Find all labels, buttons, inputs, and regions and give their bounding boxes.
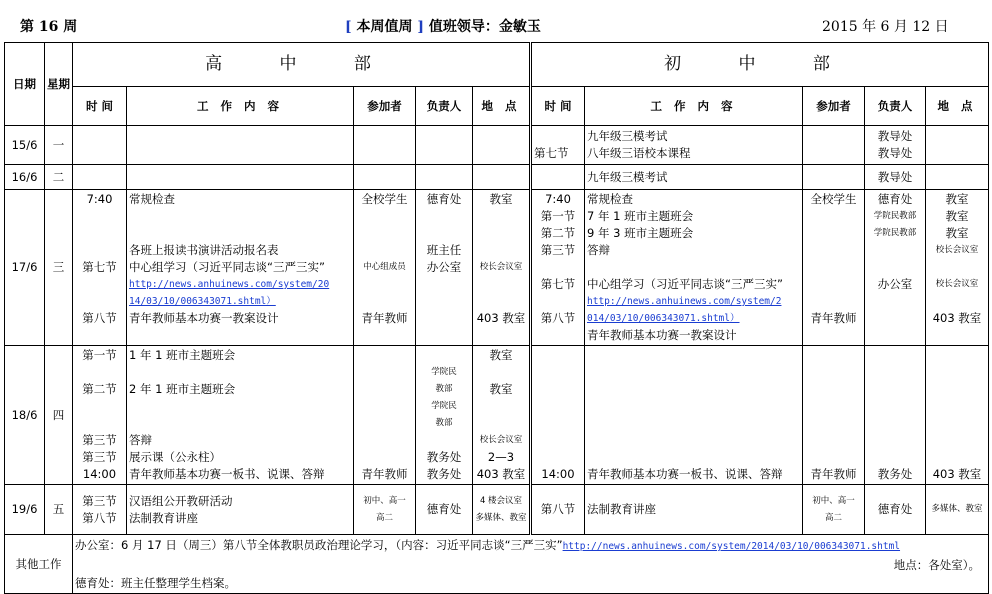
time-entry: 第三节 xyxy=(82,450,117,464)
time-entry: 第八节 xyxy=(82,311,117,325)
time-entry: 第一节 xyxy=(82,348,117,362)
js-participants-cell xyxy=(803,346,865,485)
js-content-cell xyxy=(585,485,803,535)
owner-entry: 德育处 xyxy=(426,192,462,206)
place-entry: 多媒体、教室 xyxy=(931,504,983,514)
col-date: 日期 xyxy=(5,43,45,126)
participant-entry: 青年教师 xyxy=(810,311,857,325)
place-entry: 多媒体、教室 xyxy=(475,512,527,523)
owner-entry: 教导处 xyxy=(877,129,913,143)
hs-place-cell xyxy=(473,485,531,535)
owner-entry: 教部 xyxy=(435,418,453,428)
content-entry: 1 年 1 班市主题班会 xyxy=(129,348,236,362)
content-entry: 中心组学习（习近平同志谈“三严三实” xyxy=(587,277,783,291)
content-entry: 青年教师基本功赛一板书、说课、答辩 xyxy=(129,467,325,481)
js-participants-cell xyxy=(803,165,865,190)
duty-leader: 值班领导：金敏玉 xyxy=(428,19,541,35)
place-entry: 校长会议室 xyxy=(935,279,979,289)
content-link[interactable]: 14/03/10/006343071.shtml） xyxy=(129,296,276,307)
js-place-cell xyxy=(926,126,989,165)
table-row xyxy=(5,485,989,535)
row-weekday: 一 xyxy=(45,126,73,165)
content-entry: 展示课（公永柱） xyxy=(129,450,221,464)
js-owner-cell xyxy=(865,126,926,165)
hs-col-time: 时 间 xyxy=(73,87,127,126)
row-date: 16/6 xyxy=(5,165,45,190)
other-line-moral: 德育处：班主任整理学生档案。 xyxy=(75,576,236,590)
js-participants-cell xyxy=(803,126,865,165)
js-time-cell xyxy=(531,126,585,165)
table-row xyxy=(5,126,989,165)
participant-entry: 高二 xyxy=(824,512,842,523)
place-entry: 校长会议室 xyxy=(479,435,523,445)
content-entry: 中心组学习（习近平同志谈“三严三实” xyxy=(129,260,325,274)
content-entry: 八年级三语校本课程 xyxy=(587,146,691,160)
js-col-owner: 负责人 xyxy=(865,87,926,126)
weekly-schedule-table xyxy=(4,42,989,594)
time-entry: 第三节 xyxy=(540,243,576,257)
time-entry: 第七节 xyxy=(540,277,576,291)
content-link[interactable]: http://news.anhuinews.com/system/20 xyxy=(129,279,330,290)
content-entry: 常规检查 xyxy=(587,192,633,206)
js-owner-cell xyxy=(865,190,926,346)
participant-entry: 青年教师 xyxy=(810,467,857,481)
js-content-cell xyxy=(585,190,803,346)
owner-entry: 德育处 xyxy=(426,502,462,516)
owner-entry: 学院民 xyxy=(431,367,457,377)
row-date: 17/6 xyxy=(5,190,45,346)
hs-owner-cell xyxy=(416,190,473,346)
hs-col-participants: 参加者 xyxy=(354,87,416,126)
js-participants-cell xyxy=(803,190,865,346)
row-weekday: 三 xyxy=(45,190,73,346)
participant-entry: 全校学生 xyxy=(361,192,408,206)
time-entry: 7:40 xyxy=(545,192,571,206)
time-entry: 14:00 xyxy=(82,467,117,481)
time-entry: 第八节 xyxy=(540,311,576,325)
owner-entry: 德育处 xyxy=(877,192,913,206)
content-entry: 答辩 xyxy=(129,433,152,447)
owner-entry: 办公室 xyxy=(877,277,913,291)
content-entry: 青年教师基本功赛一板书、说课、答辩 xyxy=(587,467,783,481)
place-entry: 403 教室 xyxy=(476,311,526,325)
row-weekday: 二 xyxy=(45,165,73,190)
time-entry: 第七节 xyxy=(82,260,117,274)
place-entry: 教室 xyxy=(489,382,513,396)
js-place-cell xyxy=(926,346,989,485)
other-line-office: 办公室：6 月 17 日（周三）第八节全体教职员政治理论学习，（内容：习近平同志谈“三严三实” xyxy=(75,538,563,552)
content-link[interactable]: 014/03/10/006343071.shtml） xyxy=(587,313,740,324)
col-weekday: 星期 xyxy=(45,43,73,126)
content-entry: 九年级三模考试 xyxy=(587,169,668,184)
place-entry: 校长会议室 xyxy=(479,262,523,272)
hs-place-cell xyxy=(473,126,531,165)
place-entry: 2—3 xyxy=(487,450,515,464)
senior-section-title: 高 中 部 xyxy=(73,43,531,87)
place-entry: 403 教室 xyxy=(932,311,982,325)
owner-entry: 学院民教部 xyxy=(873,211,917,221)
hs-col-place: 地 点 xyxy=(473,87,531,126)
time-entry: 14:00 xyxy=(541,467,575,481)
hs-time-cell xyxy=(73,165,127,190)
owner-entry: 教务处 xyxy=(877,467,913,481)
owner-entry: 教导处 xyxy=(877,169,913,184)
participant-entry: 全校学生 xyxy=(810,192,857,206)
time-entry: 7:40 xyxy=(86,192,113,206)
junior-section-title: 初 中 部 xyxy=(531,43,989,87)
time-entry: 第八节 xyxy=(82,510,117,525)
hs-content-cell xyxy=(127,165,354,190)
content-entry: 答辩 xyxy=(587,243,610,257)
hs-participants-cell xyxy=(354,165,416,190)
js-participants-cell xyxy=(803,485,865,535)
hs-col-owner: 负责人 xyxy=(416,87,473,126)
hs-place-cell xyxy=(473,190,531,346)
participant-entry: 初中、高一 xyxy=(363,495,406,506)
hs-col-content: 工 作 内 容 xyxy=(127,87,354,126)
content-entry: 青年教师基本功赛一教案设计 xyxy=(129,311,279,325)
js-owner-cell xyxy=(865,165,926,190)
content-entry: 2 年 1 班市主题班会 xyxy=(129,382,236,396)
hs-place-cell xyxy=(473,346,531,485)
js-col-participants: 参加者 xyxy=(803,87,865,126)
place-entry: 教室 xyxy=(489,192,513,206)
hs-content-cell xyxy=(127,126,354,165)
table-row xyxy=(5,346,989,485)
participant-entry: 中心组成员 xyxy=(363,262,406,272)
other-work-content xyxy=(73,535,989,594)
content-entry: 法制教育讲座 xyxy=(587,502,656,516)
js-time-cell xyxy=(531,165,585,190)
hs-content-cell xyxy=(127,485,354,535)
content-entry: 汉语组公开教研活动 xyxy=(129,493,233,508)
place-entry: 教室 xyxy=(945,226,969,240)
duty-title: [ 本周值周 ] 值班领导：金敏玉 xyxy=(345,19,541,35)
content-entry: 青年教师基本功赛一教案设计 xyxy=(587,328,737,342)
row-weekday: 五 xyxy=(45,485,73,535)
hs-participants-cell xyxy=(354,126,416,165)
place-entry: 教室 xyxy=(945,192,969,206)
owner-entry: 办公室 xyxy=(426,260,462,274)
time-entry: 第三节 xyxy=(82,493,117,508)
week-number: 第 16 周 xyxy=(20,19,78,35)
hs-participants-cell xyxy=(354,346,416,485)
js-place-cell xyxy=(926,485,989,535)
content-entry: 常规检查 xyxy=(129,192,175,206)
row-date: 15/6 xyxy=(5,126,45,165)
row-weekday: 四 xyxy=(45,346,73,485)
js-time-cell xyxy=(531,346,585,485)
js-owner-cell xyxy=(865,346,926,485)
participant-entry: 初中、高一 xyxy=(812,495,855,506)
owner-entry: 班主任 xyxy=(426,243,462,257)
js-col-time: 时 间 xyxy=(531,87,585,126)
content-entry: 法制教育讲座 xyxy=(129,510,198,525)
js-content-cell xyxy=(585,126,803,165)
place-entry: 教室 xyxy=(489,348,513,362)
hs-time-cell xyxy=(73,126,127,165)
hs-owner-cell xyxy=(416,346,473,485)
content-entry: 各班上报读书演讲活动报名表 xyxy=(129,243,279,257)
table-row xyxy=(5,165,989,190)
owner-entry: 教务处 xyxy=(426,467,462,481)
other-work-label: 其他工作 xyxy=(5,535,73,594)
hs-time-cell xyxy=(73,190,127,346)
hs-owner-cell xyxy=(416,126,473,165)
hs-content-cell xyxy=(127,346,354,485)
participant-entry: 青年教师 xyxy=(361,467,408,481)
owner-entry: 德育处 xyxy=(877,502,913,516)
time-entry: 第八节 xyxy=(540,502,576,516)
hs-place-cell xyxy=(473,165,531,190)
participant-entry: 高二 xyxy=(375,512,393,523)
other-work-row xyxy=(5,535,989,594)
content-entry: 9 年 3 班市主题班会 xyxy=(587,226,694,240)
hs-time-cell xyxy=(73,485,127,535)
hs-participants-cell xyxy=(354,485,416,535)
js-col-content: 工 作 内 容 xyxy=(585,87,803,126)
time-entry: 第七节 xyxy=(534,146,569,160)
place-entry: 403 教室 xyxy=(476,467,526,481)
participant-entry: 青年教师 xyxy=(361,311,408,325)
table-row xyxy=(5,190,989,346)
owner-entry: 教导处 xyxy=(877,146,913,160)
hs-content-cell xyxy=(127,190,354,346)
place-entry: 教室 xyxy=(945,209,969,223)
js-time-cell xyxy=(531,190,585,346)
js-place-cell xyxy=(926,190,989,346)
owner-entry: 学院民教部 xyxy=(873,228,917,238)
owner-entry: 学院民 xyxy=(431,401,457,411)
other-line-place: 地点：各处室）。 xyxy=(893,558,980,572)
report-date: 2015 年 6 月 12 日 xyxy=(822,19,949,35)
place-entry: 4 楼会议室 xyxy=(479,495,523,506)
hs-time-cell xyxy=(73,346,127,485)
hs-participants-cell xyxy=(354,190,416,346)
time-entry: 第一节 xyxy=(540,209,576,223)
content-entry: 九年级三模考试 xyxy=(587,129,668,143)
js-content-cell xyxy=(585,346,803,485)
js-owner-cell xyxy=(865,485,926,535)
row-date: 18/6 xyxy=(5,346,45,485)
time-entry: 第二节 xyxy=(82,382,117,396)
time-entry: 第三节 xyxy=(82,433,117,447)
hs-owner-cell xyxy=(416,165,473,190)
content-entry: 7 年 1 班市主题班会 xyxy=(587,209,694,223)
js-place-cell xyxy=(926,165,989,190)
place-entry: 403 教室 xyxy=(932,467,982,481)
js-time-cell xyxy=(531,485,585,535)
place-entry: 校长会议室 xyxy=(935,245,979,255)
js-content-cell xyxy=(585,165,803,190)
hs-owner-cell xyxy=(416,485,473,535)
row-date: 19/6 xyxy=(5,485,45,535)
owner-entry: 教务处 xyxy=(426,450,462,464)
js-col-place: 地 点 xyxy=(926,87,989,126)
content-link[interactable]: http://news.anhuinews.com/system/2 xyxy=(587,296,782,307)
time-entry: 第二节 xyxy=(540,226,576,240)
other-link[interactable]: http://news.anhuinews.com/system/2014/03/10/006343071.shtml xyxy=(562,541,901,552)
owner-entry: 教部 xyxy=(435,384,453,394)
